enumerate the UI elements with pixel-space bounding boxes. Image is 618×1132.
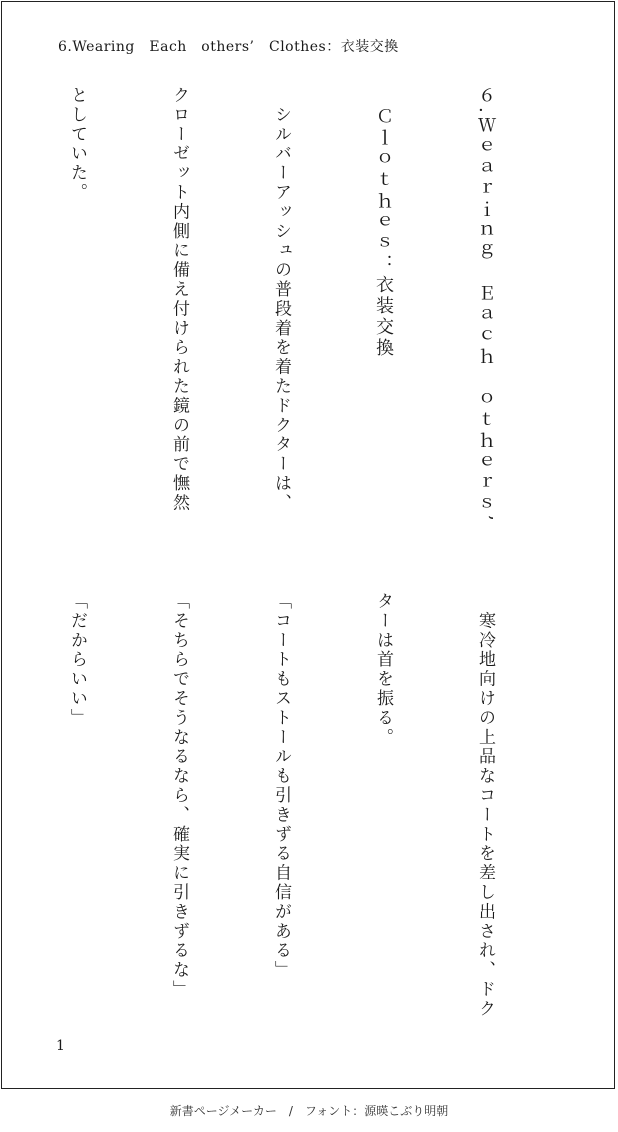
text-line: 寒冷地向けの上品なコートを差し出され、ドク (475, 592, 495, 1019)
text-line: クローゼット内側に備え付けられた鏡の前で憮然 (169, 86, 189, 513)
page-number: 1 (56, 1038, 65, 1054)
running-header: 6.Wearing Each others’ Clothes：衣装交換 (58, 39, 399, 55)
text-line: 「そちらでそうなるなら、確実に引きずるな」 (169, 592, 189, 1000)
book-page (1, 1, 615, 1089)
footer-credit: 新書ページメーカー / フォント：源暎こぶり明朝 (169, 1104, 449, 1118)
chapter-title-line: ６.Ｗｅａｒｉｎｇ Ｅａｃｈ ｏｔｈｅｒｓ’ (475, 86, 496, 524)
text-line: ターは首を振る。 (373, 592, 393, 748)
chapter-title-line: Ｃｌｏｔｈｅｓ：衣装交換 (373, 86, 394, 359)
upper-text-block (0, 86, 570, 556)
text-line: シルバーアッシュの普段着を着たドクターは、 (271, 86, 291, 513)
lower-text-block (0, 592, 570, 1022)
text-line: としていた。 (67, 86, 87, 203)
text-line: 「だからいい」 (67, 592, 87, 728)
text-line: 「コートもストールも引きずる自信がある」 (271, 592, 291, 980)
